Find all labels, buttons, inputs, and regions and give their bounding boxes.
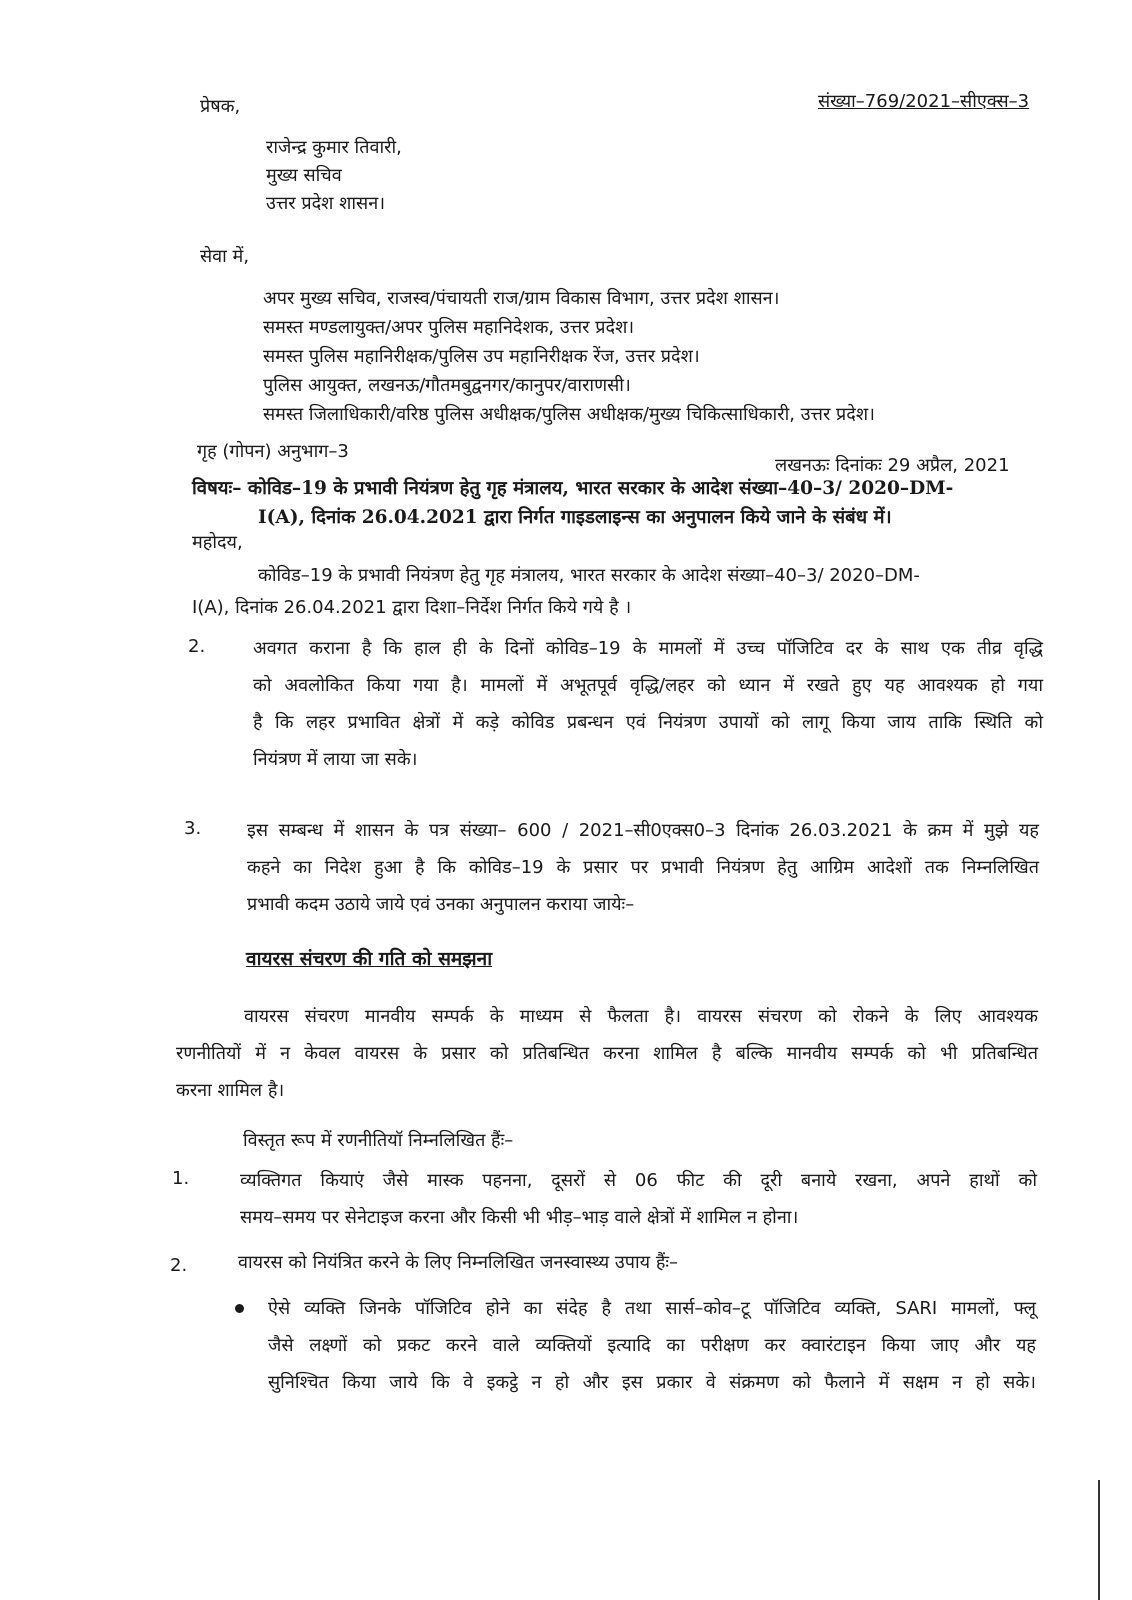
para3-line: कहने का निदेश हुआ है कि कोविड–19 के प्रसार पर प्रभावी नियंत्रण हेतु आग्रिम आदेशों तक निम्नलिखित bbox=[247, 857, 1039, 878]
bullet1-body bbox=[268, 1290, 1036, 1401]
letter-date: लखनऊः दिनांकः 29 अप्रैल, 2021 bbox=[775, 455, 1010, 476]
recipient-line: समस्त जिलाधिकारी/वरिष्ठ पुलिस अधीक्षक/पुलिस अधीक्षक/मुख्य चिकित्साधिकारी, उत्तर प्रदेश। bbox=[263, 404, 875, 425]
reference-number: संख्या–769/2021–सीएक्स–3 bbox=[818, 91, 1030, 112]
subject-line: I(A), दिनांक 26.04.2021 द्वारा निर्गत गाइडलाइन्स का अनुपालन किये जाने के संबंध में। bbox=[258, 507, 892, 528]
item2-text: वायरस को नियंत्रित करने के लिए निम्नलिखित जनस्वास्थ्य उपाय हैंः– bbox=[238, 1252, 679, 1273]
item1-body bbox=[240, 1162, 1037, 1236]
para2-line: को अवलोकित किया गया है। मामलों में अभूतपूर्व वृद्धि/लहर को ध्यान में रखते हुए यह आवश्यक हो गया bbox=[253, 675, 1043, 696]
section-name: गृह (गोपन) अनुभाग–3 bbox=[197, 441, 349, 462]
para2-line: अवगत कराना है कि हाल ही के दिनों कोविड–19 के मामलों में उच्च पॉजिटिव दर के साथ एक तीव्र वृद्धि bbox=[253, 638, 1043, 659]
item1-number: 1. bbox=[172, 1168, 190, 1189]
item1-line: व्यक्तिगत कियाएं जैसे मास्क पहनना, दूसरों से 06 फीट की दूरी बनाये रखना, अपने हाथों को bbox=[240, 1170, 1037, 1191]
bullet-dot bbox=[235, 1304, 244, 1313]
sender-office: उत्तर प्रदेश शासन। bbox=[266, 193, 386, 214]
section-heading: वायरस संचरण की गति को समझना bbox=[246, 948, 493, 970]
para4-line: करना शामिल है। bbox=[176, 1080, 285, 1101]
para2-number: 2. bbox=[188, 636, 206, 657]
para4-body bbox=[176, 998, 1038, 1109]
sender-designation: मुख्य सचिव bbox=[266, 165, 342, 186]
salutation: महोदय, bbox=[192, 532, 243, 553]
para3-body bbox=[247, 812, 1039, 923]
para2-body bbox=[253, 630, 1043, 778]
recipient-line: समस्त पुलिस महानिरीक्षक/पुलिस उप महानिरीक्षक रेंज, उत्तर प्रदेश। bbox=[263, 346, 700, 367]
para4-line: वायरस संचरण मानवीय सम्पर्क के माध्यम से फैलता है। वायरस संचरण को रोकने के लिए आवश्यक bbox=[244, 1006, 1038, 1027]
para3-line: इस सम्बन्ध में शासन के पत्र संख्या– 600 / 2021–सी0एक्स0–3 दिनांक 26.03.2021 के क्रम में मुझे यह bbox=[247, 820, 1039, 841]
sender-label: प्रेषक, bbox=[200, 96, 241, 117]
strategies-intro: विस्तृत रूप में रणनीतियॉ निम्नलिखित हैंः– bbox=[243, 1130, 514, 1151]
para4-line: रणनीतियों में न केवल वायरस के प्रसार को प्रतिबन्धित करना शामिल है बल्कि मानवीय सम्पर्क को भी प्रतिबन्धित bbox=[176, 1043, 1038, 1064]
sender-name: राजेन्द्र कुमार तिवारी, bbox=[266, 137, 402, 158]
para2-line: है कि लहर प्रभावित क्षेत्रों में कड़े कोविड प्रबन्धन एवं नियंत्रण उपायों को लागू किया जाय ताकि स्थिति को bbox=[253, 712, 1043, 733]
item2-number: 2. bbox=[170, 1255, 188, 1276]
recipient-line: पुलिस आयुक्त, लखनऊ/गौतमबुद्वनगर/कानुपर/वाराणसी। bbox=[263, 375, 631, 396]
para1-line: I(A), दिनांक 26.04.2021 द्वारा दिशा–निर्देश निर्गत किये गये है । bbox=[192, 597, 632, 618]
recipient-line: समस्त मण्डलायुक्त/अपर पुलिस महानिदेशक, उत्तर प्रदेश। bbox=[263, 317, 635, 338]
recipient-label: सेवा में, bbox=[200, 246, 250, 267]
para2-line: नियंत्रण में लाया जा सके। bbox=[253, 749, 418, 770]
bullet1-line: ऐसे व्यक्ति जिनके पॉजिटिव होने का संदेह है तथा सार्स–कोव–टू पॉजिटिव व्यक्ति, SARI मामलों, फ्लू bbox=[268, 1298, 1036, 1319]
bullet1-line: जैसे लक्ष्णों को प्रकट करने वाले व्यक्तियों इत्यादि का परीक्षण कर क्वारंटाइन किया जाए और यह bbox=[268, 1335, 1036, 1356]
para1-line: कोविड–19 के प्रभावी नियंत्रण हेतु गृह मंत्रालय, भारत सरकार के आदेश संख्या–40–3/ 2020–DM- bbox=[258, 565, 920, 586]
para3-number: 3. bbox=[184, 818, 202, 839]
scan-edge-line bbox=[1098, 1480, 1100, 1600]
recipient-line: अपर मुख्य सचिव, राजस्व/पंचायती राज/ग्राम विकास विभाग, उत्तर प्रदेश शासन। bbox=[263, 288, 780, 309]
bullet1-line: सुनिश्चित किया जाये कि वे इकट्ठे न हो और इस प्रकार वे संक्रमण को फैलाने में सक्षम न हो सके। bbox=[268, 1372, 1036, 1393]
para3-line: प्रभावी कदम उठाये जाये एवं उनका अनुपालन कराया जायेः– bbox=[247, 894, 635, 915]
subject-line: विषयः– कोविड–19 के प्रभावी नियंत्रण हेतु गृह मंत्रालय, भारत सरकार के आदेश संख्या–40–3/ 2020–DM- bbox=[192, 478, 954, 499]
item1-line: समय–समय पर सेनेटाइज करना और किसी भी भीड़–भाड़ वाले क्षेत्रों में शामिल न होना। bbox=[240, 1207, 799, 1228]
